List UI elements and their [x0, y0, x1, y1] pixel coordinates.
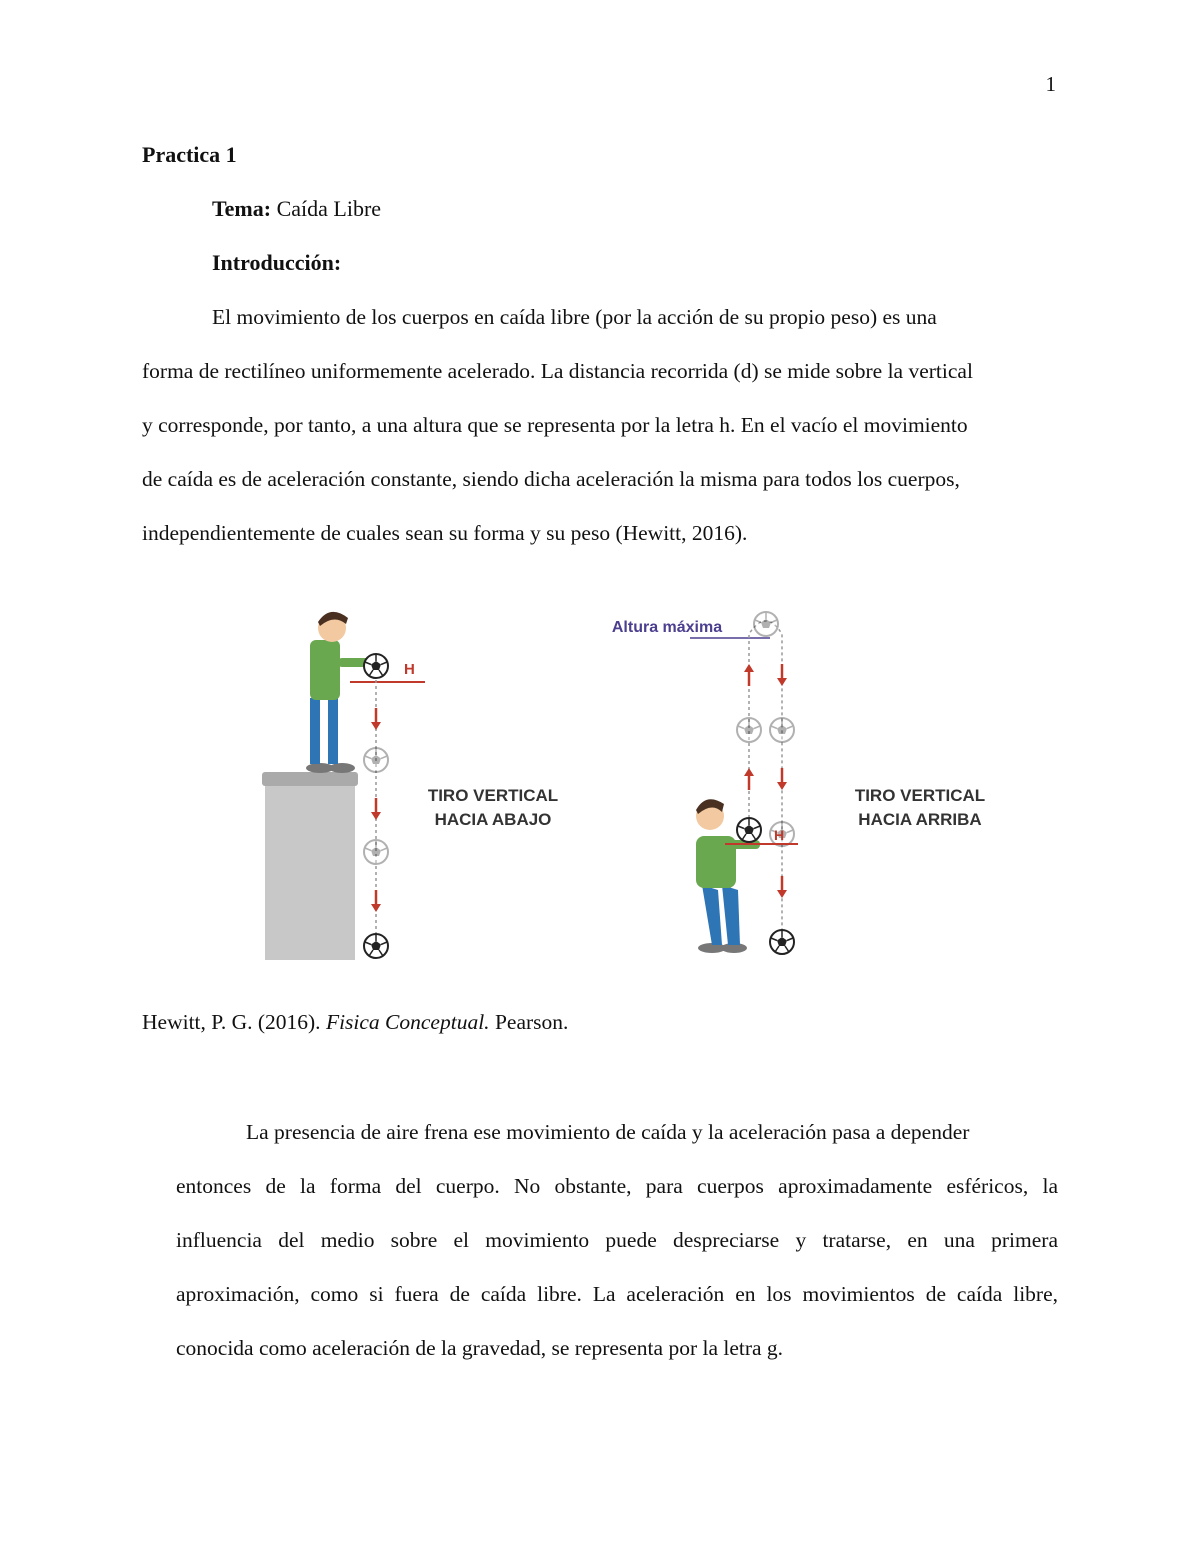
- max-height-label: Altura máxima: [611, 619, 723, 636]
- paragraph-line: conocida como aceleración de la gravedad, se representa por la letra g.: [176, 1336, 784, 1360]
- h-label-left: H: [404, 661, 415, 678]
- arrow-down-icon: [371, 708, 381, 730]
- intro-heading: Introducción:: [212, 250, 342, 275]
- arrow-down-icon: [371, 890, 381, 912]
- paragraph-line: y corresponde, por tanto, a una altura que se representa por la letra h. En el vacío el movimiento: [142, 413, 968, 437]
- free-fall-figure: [250, 600, 1010, 970]
- paragraph-line: de caída es de aceleración constante, siendo dicha aceleración la misma para todos los cuerpos,: [142, 467, 960, 491]
- arrow-up-icon: [744, 664, 754, 686]
- citation-publisher: Pearson.: [494, 1010, 569, 1034]
- arrow-down-icon: [777, 768, 787, 790]
- person-dropping-icon: [306, 612, 370, 773]
- left-label-line1: TIRO VERTICAL: [427, 786, 559, 805]
- paragraph-line: El movimiento de los cuerpos en caída libre (por la acción de su propio peso) es una: [212, 305, 937, 329]
- ball-icon: [754, 612, 778, 636]
- left-label-line2: HACIA ABAJO: [434, 810, 552, 829]
- column-cap: [262, 772, 358, 786]
- left-scene: [262, 612, 558, 960]
- arrow-up-icon: [744, 768, 754, 790]
- arrow-down-icon: [371, 798, 381, 820]
- paragraph-line: La presencia de aire frena ese movimiento de caída y la aceleración pasa a depender: [246, 1120, 970, 1144]
- paragraph-line: influencia del medio sobre el movimiento puede despreciarse y tratarse, en una primera: [176, 1228, 1058, 1252]
- page-number: 1: [1045, 72, 1056, 96]
- ball-icon: [770, 718, 794, 742]
- paragraph-line: entonces de la forma del cuerpo. No obstante, para cuerpos aproximadamente esféricos, la: [176, 1174, 1058, 1198]
- paragraph-line: aproximación, como si fuera de caída libre. La aceleración en los movimientos de caída libre,: [176, 1282, 1058, 1306]
- paragraph-line: forma de rectilíneo uniformemente acelerado. La distancia recorrida (d) se mide sobre la vertical: [142, 359, 973, 383]
- right-label-line1: TIRO VERTICAL: [854, 786, 986, 805]
- arrow-down-icon: [777, 664, 787, 686]
- right-label-line2: HACIA ARRIBA: [858, 810, 982, 829]
- citation: [142, 1010, 568, 1035]
- citation-book: Fisica Conceptual.: [325, 1010, 490, 1034]
- column: [265, 786, 355, 960]
- ball-icon: [737, 718, 761, 742]
- ball-icon: [770, 930, 794, 954]
- arrow-down-icon: [777, 876, 787, 898]
- h-label-right: H: [774, 827, 785, 843]
- topic-value: Caída Libre: [276, 196, 382, 221]
- right-scene: [612, 612, 985, 954]
- ball-icon: [364, 934, 388, 958]
- page-title: Practica 1: [142, 142, 237, 167]
- ball-icon: [737, 818, 761, 842]
- topic-line: [212, 196, 381, 222]
- paragraph-line: independientemente de cuales sean su forma y su peso (Hewitt, 2016).: [142, 521, 748, 545]
- ball-icon: [364, 654, 388, 678]
- ball-icon: [364, 840, 388, 864]
- trajectory-line: [749, 621, 785, 942]
- topic-label: Tema:: [212, 196, 272, 221]
- ball-icon: [364, 748, 388, 772]
- citation-author: Hewitt, P. G. (2016).: [142, 1010, 321, 1034]
